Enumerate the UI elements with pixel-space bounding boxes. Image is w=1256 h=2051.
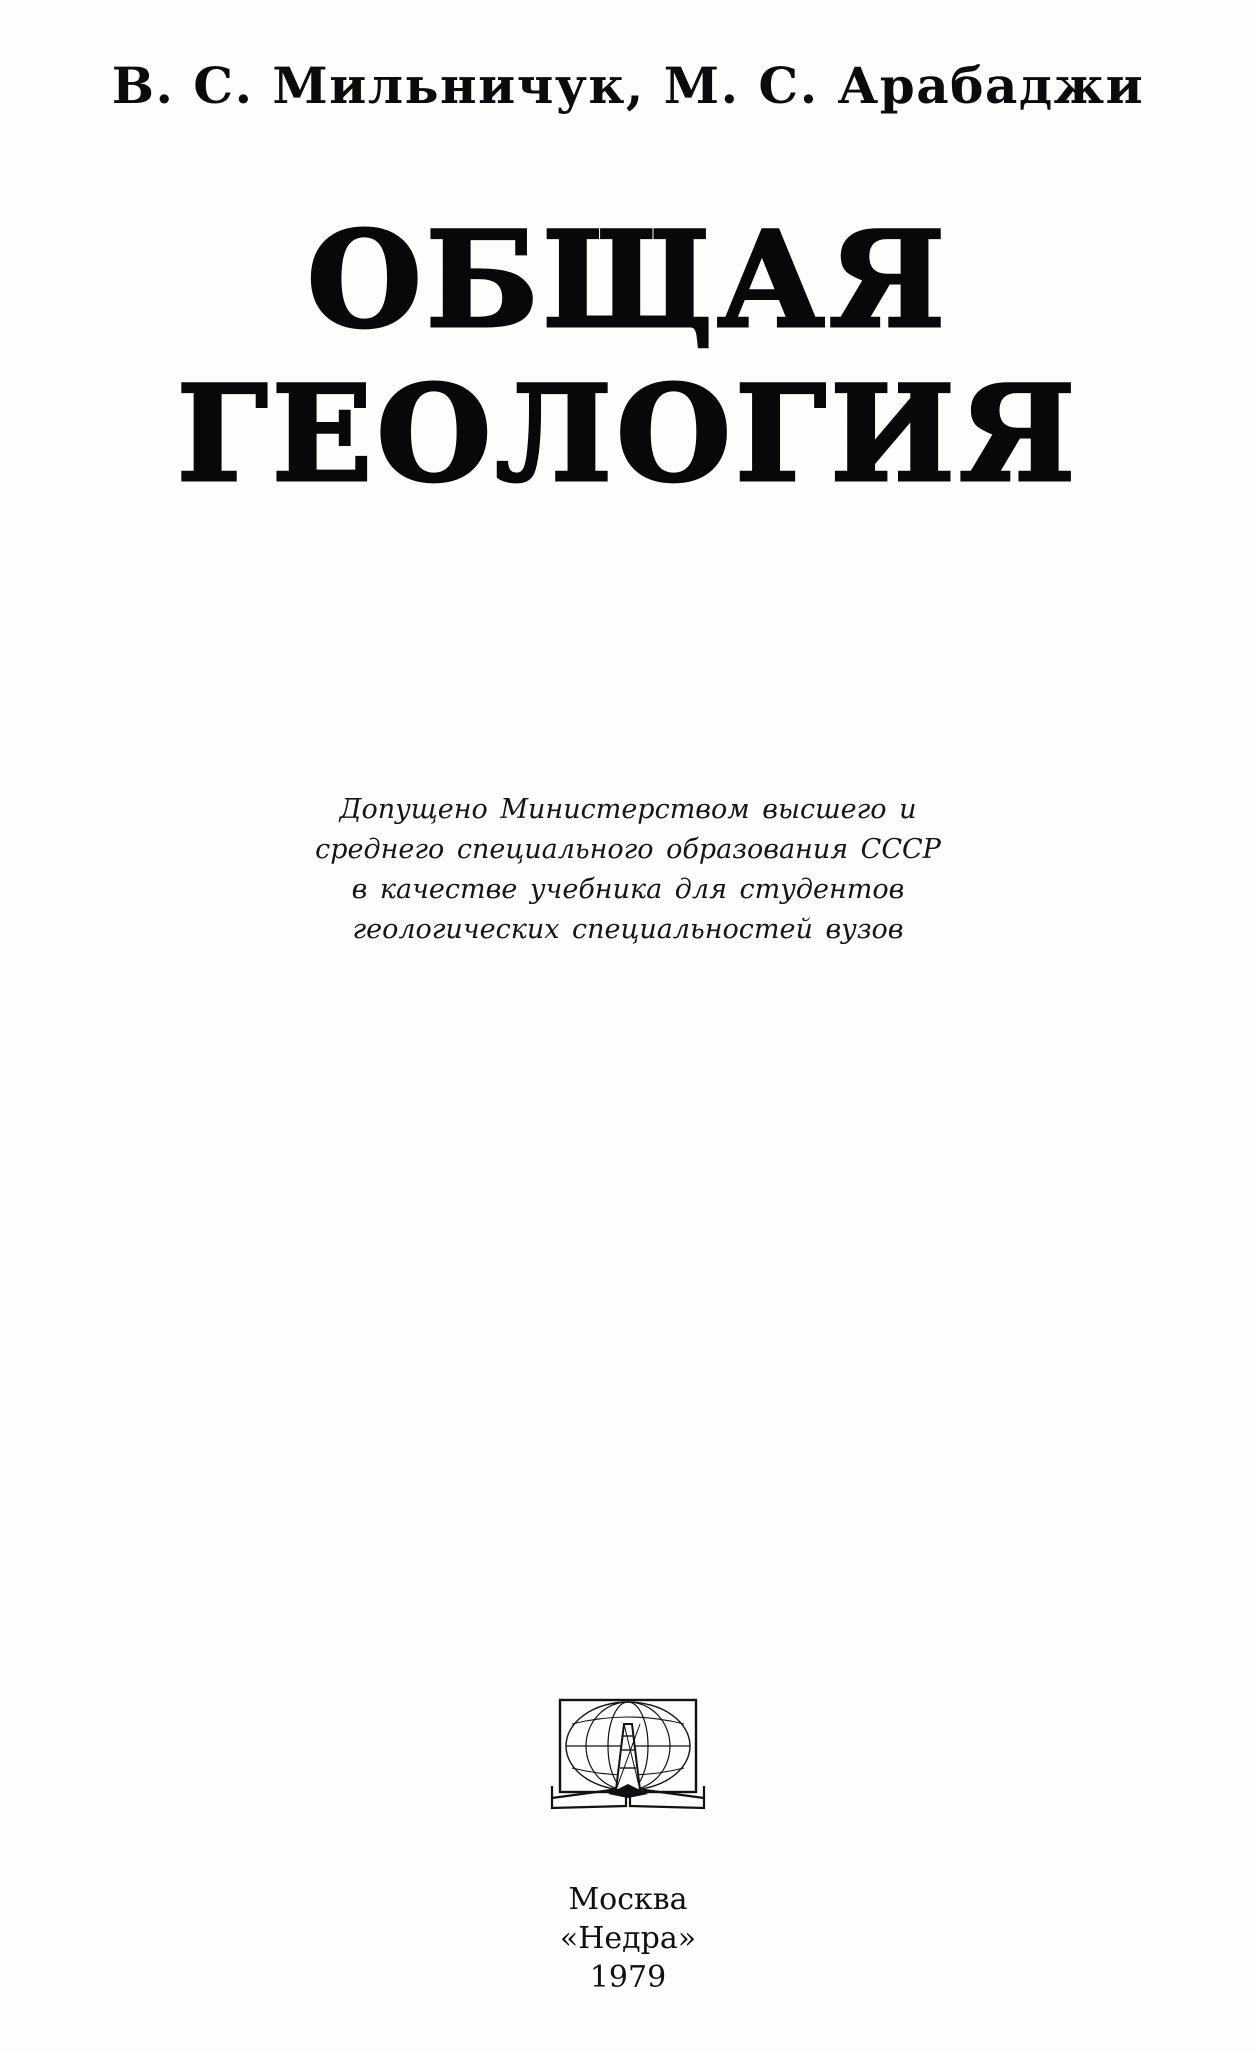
globe-book-emblem-icon (538, 1694, 718, 1814)
approval-note-line-3: в качестве учебника для студентов (351, 873, 905, 905)
book-title-line-2: ГЕОЛОГИЯ (176, 357, 1080, 512)
approval-note-line-4: геологических специальностей вузов (352, 913, 904, 945)
book-title-line-1: ОБЩАЯ (306, 203, 950, 358)
imprint-publisher: «Недра» (559, 1921, 697, 1956)
publisher-emblem (0, 1694, 1256, 1819)
approval-note-line-2: среднего специального образования СССР (315, 833, 941, 865)
approval-note (0, 790, 1256, 950)
approval-note-line-1: Допущено Министерством высшего и (339, 794, 917, 825)
book-authors: В. С. Мильничук, М. С. Арабаджи (111, 56, 1145, 115)
imprint-year: 1979 (589, 1960, 667, 1995)
imprint (0, 1880, 1256, 1997)
book-title (0, 203, 1256, 512)
imprint-city: Москва (568, 1882, 688, 1917)
